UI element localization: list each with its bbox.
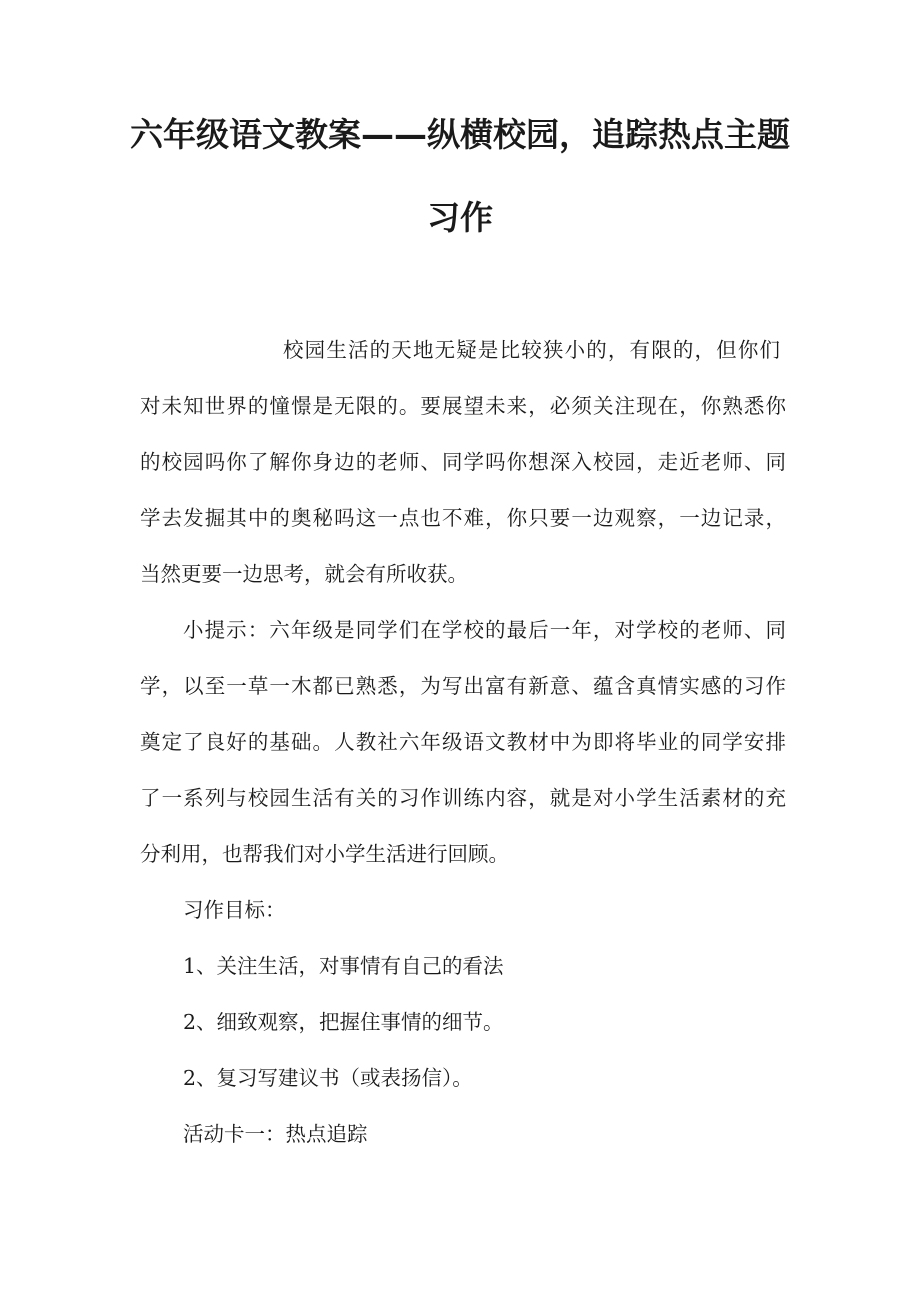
paragraph-1-line-3: 的校园吗你了解你身边的老师、同学吗你想深入校园，走近老师、同 xyxy=(140,450,786,474)
paragraph-1-line-4: 学去发掘其中的奥秘吗这一点也不难，你只要一边观察，一边记录， xyxy=(140,506,786,530)
goal-item-2: 2、细致观察，把握住事情的细节。 xyxy=(183,1010,504,1034)
document-title-line-2: 习作 xyxy=(427,198,493,237)
paragraph-2-line-3: 奠定了良好的基础。人教社六年级语文教材中为即将毕业的同学安排 xyxy=(140,730,786,754)
paragraph-2-line-4: 了一系列与校园生活有关的习作训练内容，就是对小学生活素材的充 xyxy=(140,786,786,810)
goal-item-3: 2、复习写建议书（或表扬信）。 xyxy=(183,1066,473,1090)
document-title-line-1: 六年级语文教案——纵横校园，追踪热点主题 xyxy=(130,115,790,154)
paragraph-1-line-5: 当然更要一边思考，就会有所收获。 xyxy=(140,562,468,586)
activity-heading: 活动卡一：热点追踪 xyxy=(183,1122,368,1146)
goal-item-1: 1、关注生活，对事情有自己的看法 xyxy=(183,954,504,978)
paragraph-1-line-2: 对未知世界的憧憬是无限的。要展望未来，必须关注现在，你熟悉你 xyxy=(140,394,786,418)
paragraph-1-line-1: 校园生活的天地无疑是比较狭小的，有限的，但你们 xyxy=(283,338,780,362)
paragraph-2-line-5: 分利用，也帮我们对小学生活进行回顾。 xyxy=(140,842,509,866)
paragraph-2-line-1: 小提示：六年级是同学们在学校的最后一年，对学校的老师、同 xyxy=(183,618,786,642)
goals-heading: 习作目标： xyxy=(183,898,286,922)
paragraph-2-line-2: 学，以至一草一木都已熟悉，为写出富有新意、蕴含真情实感的习作 xyxy=(140,674,786,698)
